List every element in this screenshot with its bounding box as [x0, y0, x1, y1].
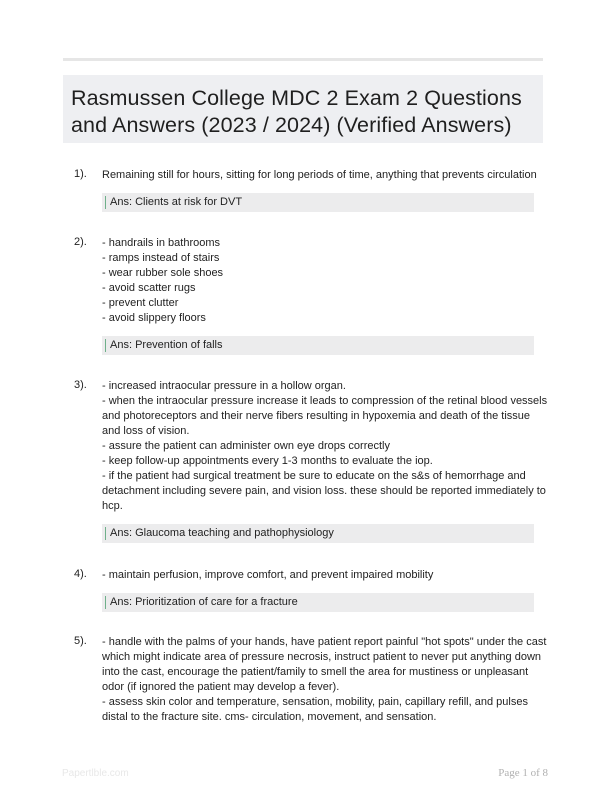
question-line: - increased intraocular pressure in a hollow organ.: [102, 380, 346, 392]
question-line: detachment including severe pain, and vision loss. these should be reported immediately to: [102, 485, 546, 497]
question-line: - avoid scatter rugs: [102, 282, 196, 294]
question-number: 2).: [74, 236, 87, 248]
question-line: - ramps instead of stairs: [102, 252, 220, 264]
question-line: - prevent clutter: [102, 297, 179, 309]
document-title-box: [63, 75, 543, 143]
top-divider: [63, 58, 543, 61]
question-text: [102, 568, 542, 583]
title-line-1: Rasmussen College MDC 2 Exam 2 Questions: [71, 86, 522, 110]
answer-text: Ans: Prevention of falls: [110, 339, 223, 351]
question-text: [102, 168, 542, 183]
answer-box: [102, 193, 534, 212]
question-line: hcp.: [102, 500, 123, 512]
question-line: - assure the patient can administer own eye drops correctly: [102, 440, 390, 452]
answer-box: [102, 336, 534, 355]
question-number: 4).: [74, 568, 87, 580]
question-line: - handrails in bathrooms: [102, 237, 221, 249]
question-line: - handle with the palms of your hands, have patient report painful "hot spots" under the cast: [102, 636, 547, 648]
question-text: [102, 379, 548, 514]
answer-text: Ans: Clients at risk for DVT: [110, 196, 243, 208]
question-line: - maintain perfusion, improve comfort, and prevent impaired mobility: [102, 569, 434, 581]
page-number: Page 1 of 8: [498, 767, 548, 779]
question-line: - wear rubber sole shoes: [102, 267, 224, 279]
answer-box: [102, 593, 534, 612]
question-line: odor (if ignored the patient may develop a fever).: [102, 681, 340, 693]
question-text: [102, 635, 547, 725]
question-line: - assess skin color and temperature, sensation, mobility, pain, capillary refill, and pulses: [102, 696, 528, 708]
answer-text: Ans: Glaucoma teaching and pathophysiology: [110, 527, 334, 539]
question-number: 1).: [74, 168, 87, 180]
title-line-2: and Answers (2023 / 2024) (Verified Answers): [71, 113, 512, 137]
question-line: Remaining still for hours, sitting for long periods of time, anything that prevents circulation: [102, 169, 537, 181]
question-line: and photoreceptors and their nerve fibers resulting in hypoxemia and death of the tissue: [102, 410, 531, 422]
question-line: distal to the fracture site. cms- circulation, movement, and sensation.: [102, 711, 437, 723]
question-text: [102, 236, 542, 326]
question-number: 5).: [74, 635, 87, 647]
document-title: [71, 85, 543, 139]
answer-box: [102, 524, 534, 543]
question-line: - when the intraocular pressure increase it leads to compression of the retinal blood vessels: [102, 395, 548, 407]
question-line: - keep follow-up appointments every 1-3 months to evaluate the iop.: [102, 455, 433, 467]
question-line: - if the patient had surgical treatment be sure to educate on the s&s of hemorrhage and: [102, 470, 526, 482]
question-line: and loss of vision.: [102, 425, 190, 437]
question-line: into the cast, encourage the patient/family to smell the area for mustiness or unpleasant: [102, 666, 529, 678]
question-number: 3).: [74, 379, 87, 391]
question-line: - avoid slippery floors: [102, 312, 206, 324]
question-line: which might indicate area of pressure necrosis, instruct patient to never put anything down: [102, 651, 542, 663]
answer-text: Ans: Prioritization of care for a fracture: [110, 596, 298, 608]
footer-watermark: Papertlble.com: [62, 768, 129, 779]
